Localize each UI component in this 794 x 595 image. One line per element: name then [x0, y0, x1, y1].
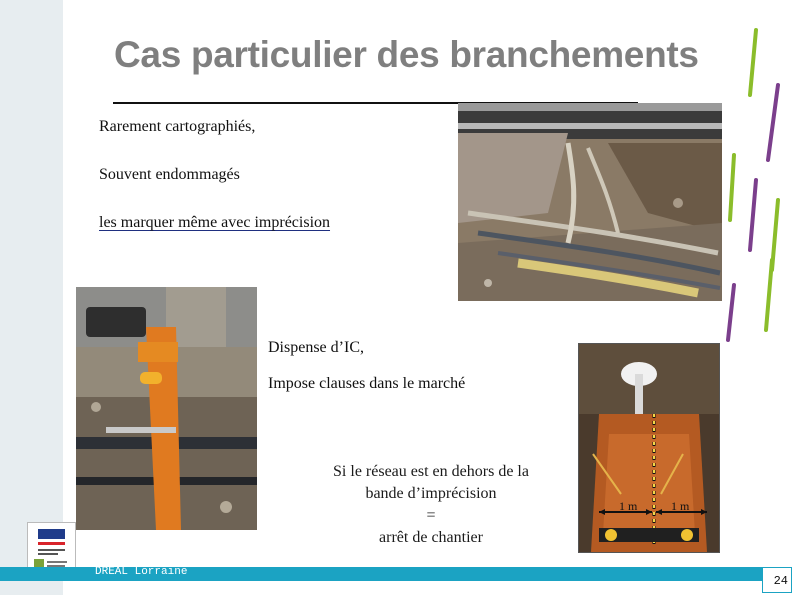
measure-label-right: 1 m — [671, 499, 690, 513]
left-margin-strip — [0, 0, 63, 595]
note-line-1: Si le réseau est en dehors de la — [333, 463, 529, 480]
bullet-mark-them: les marquer même avec imprécision — [99, 214, 331, 231]
slide-title: Cas particulier des branchements — [114, 34, 699, 75]
deco-purple-stroke-2 — [750, 180, 756, 250]
deco-green-stroke-2 — [730, 155, 734, 220]
bullet-often-damaged: Souvent endommagés — [99, 166, 240, 183]
deco-purple-stroke-1 — [768, 85, 778, 160]
bullet-impose-clauses: Impose clauses dans le marché — [268, 375, 466, 392]
note-line-4: arrêt de chantier — [379, 529, 483, 546]
deco-purple-stroke-3 — [728, 285, 734, 340]
trench-measure-photo — [578, 343, 720, 553]
deco-green-stroke-4 — [766, 260, 772, 330]
note-line-2: bande d’imprécision — [365, 485, 497, 502]
bullet-rarely-mapped: Rarement cartographiés, — [99, 118, 256, 135]
note-line-3: = — [426, 507, 436, 524]
page-number: 24 — [762, 567, 792, 593]
footer-organization: DREAL Lorraine — [95, 566, 188, 578]
orange-pipe-photo — [76, 287, 257, 530]
measure-label-left: 1 m — [619, 499, 638, 513]
decorative-strokes — [720, 20, 794, 350]
trench-cables-photo — [458, 103, 722, 301]
bullet-exempt-ic: Dispense d’IC, — [268, 339, 364, 356]
deco-green-stroke-1 — [750, 30, 756, 95]
